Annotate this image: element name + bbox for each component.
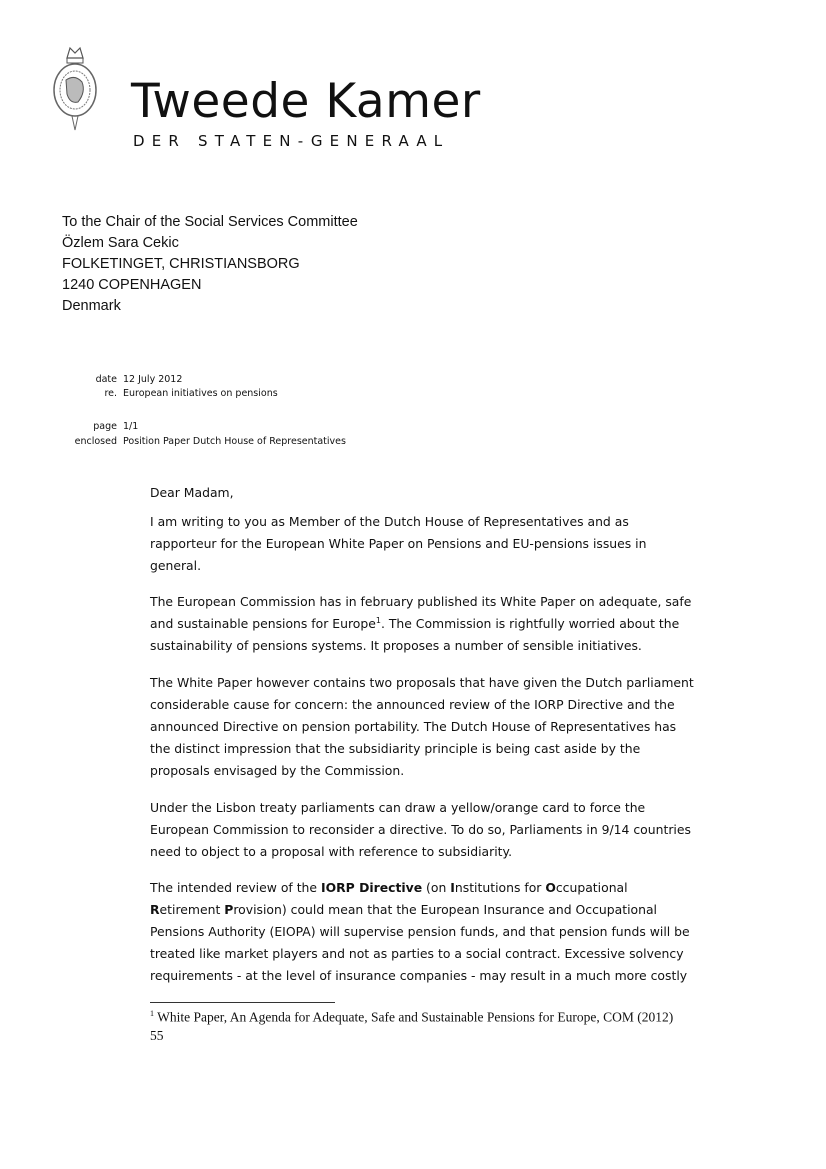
date-label: date [95, 374, 117, 385]
footnote-line [150, 1009, 673, 1026]
footnote-ref: 1 [375, 616, 381, 625]
address-line: Özlem Sara Cekic [62, 235, 179, 251]
text-segment: and sustainable pensions for Europe [150, 616, 376, 632]
re-label: re. [104, 388, 117, 399]
org-name: Tweede Kamer [131, 74, 481, 129]
body-line [150, 638, 642, 653]
footnote-line: 55 [150, 1028, 164, 1043]
bold-text: P [224, 902, 234, 917]
page-value: 1/1 [123, 421, 139, 432]
text-segment: proposals envisaged by the Commission. [150, 763, 405, 778]
salutation: Dear Madam, [150, 485, 234, 500]
text-segment: The European Commission has in february published its White Paper on adequate, safe [150, 594, 692, 609]
body-line [150, 763, 404, 778]
bold-text: IORP Directive [320, 880, 423, 895]
body-line [150, 880, 628, 895]
text-segment: European Commission to reconsider a directive. To do so, Parliaments in 9/14 countries [150, 822, 691, 837]
text-segment: need to object to a proposal with reference to subsidiarity. [150, 844, 513, 859]
bold-text: I [450, 880, 455, 895]
body-line [150, 741, 640, 756]
text-segment: The intended review of the [150, 880, 321, 895]
address-line: 1240 COPENHAGEN [62, 277, 202, 293]
enclosed-label: enclosed [74, 436, 117, 447]
enclosed-value: Position Paper Dutch House of Representatives [123, 436, 346, 447]
text-segment: the distinct impression that the subsidiarity principle is being cast aside by the [150, 741, 641, 756]
body-line [150, 514, 629, 529]
text-segment: treated like market players and not as parties to a social contract. Excessive solvency [150, 946, 684, 961]
text-segment: (on [422, 880, 451, 895]
footnote-text: White Paper, An Agenda for Adequate, Safe and Sustainable Pensions for Europe, COM (2012) [157, 1009, 674, 1025]
text-segment: . The Commission is rightfully worried about the [380, 616, 680, 632]
body-line [150, 594, 691, 609]
re-value: European initiatives on pensions [123, 388, 278, 399]
bold-text: R [150, 902, 160, 917]
date-value: 12 July 2012 [123, 374, 183, 385]
body-line [150, 902, 657, 917]
body-line [150, 968, 687, 983]
body-line [150, 675, 694, 690]
text-segment: requirements - at the level of insurance companies - may result in a much more costly [150, 968, 688, 983]
body-line [150, 719, 676, 734]
body-line [150, 946, 684, 961]
text-segment: announced Directive on pension portability. The Dutch House of Representatives has [150, 719, 677, 734]
org-subtitle: DER STATEN-GENERAAL [133, 132, 450, 150]
text-segment: rovision) could mean that the European Insurance and Occupational [233, 902, 657, 917]
text-segment: considerable cause for concern: the announced review of the IORP Directive and the [150, 697, 675, 712]
body-line [150, 697, 675, 712]
address-line: Denmark [62, 298, 121, 314]
body-line [150, 558, 201, 573]
text-segment: nstitutions for [454, 880, 546, 895]
text-segment: rapporteur for the European White Paper on Pensions and EU-pensions issues in [150, 536, 647, 551]
text-segment: etirement [159, 902, 225, 917]
body-line [150, 800, 645, 815]
body-line [150, 536, 646, 551]
body-line [150, 822, 691, 837]
text-segment: ccupational [555, 880, 628, 895]
page-label: page [93, 421, 117, 432]
body-line [150, 924, 690, 939]
address-line: To the Chair of the Social Services Committee [62, 214, 358, 230]
bold-text: O [545, 880, 556, 895]
body-line [150, 616, 679, 631]
text-segment: Pensions Authority (EIOPA) will supervise pension funds, and that pension funds will be [150, 924, 690, 939]
footnote-divider [150, 1002, 335, 1003]
text-segment: general. [150, 558, 202, 573]
text-segment: Under the Lisbon treaty parliaments can draw a yellow/orange card to force the [150, 800, 646, 815]
text-segment: The White Paper however contains two proposals that have given the Dutch parliament [150, 675, 694, 690]
address-line: FOLKETINGET, CHRISTIANSBORG [62, 256, 300, 272]
coat-of-arms-logo [50, 44, 100, 134]
body-line [150, 844, 512, 859]
text-segment: sustainability of pensions systems. It proposes a number of sensible initiatives. [150, 638, 642, 653]
footnote-mark: 1 [150, 1009, 154, 1018]
text-segment: I am writing to you as Member of the Dutch House of Representatives and as [150, 514, 629, 529]
